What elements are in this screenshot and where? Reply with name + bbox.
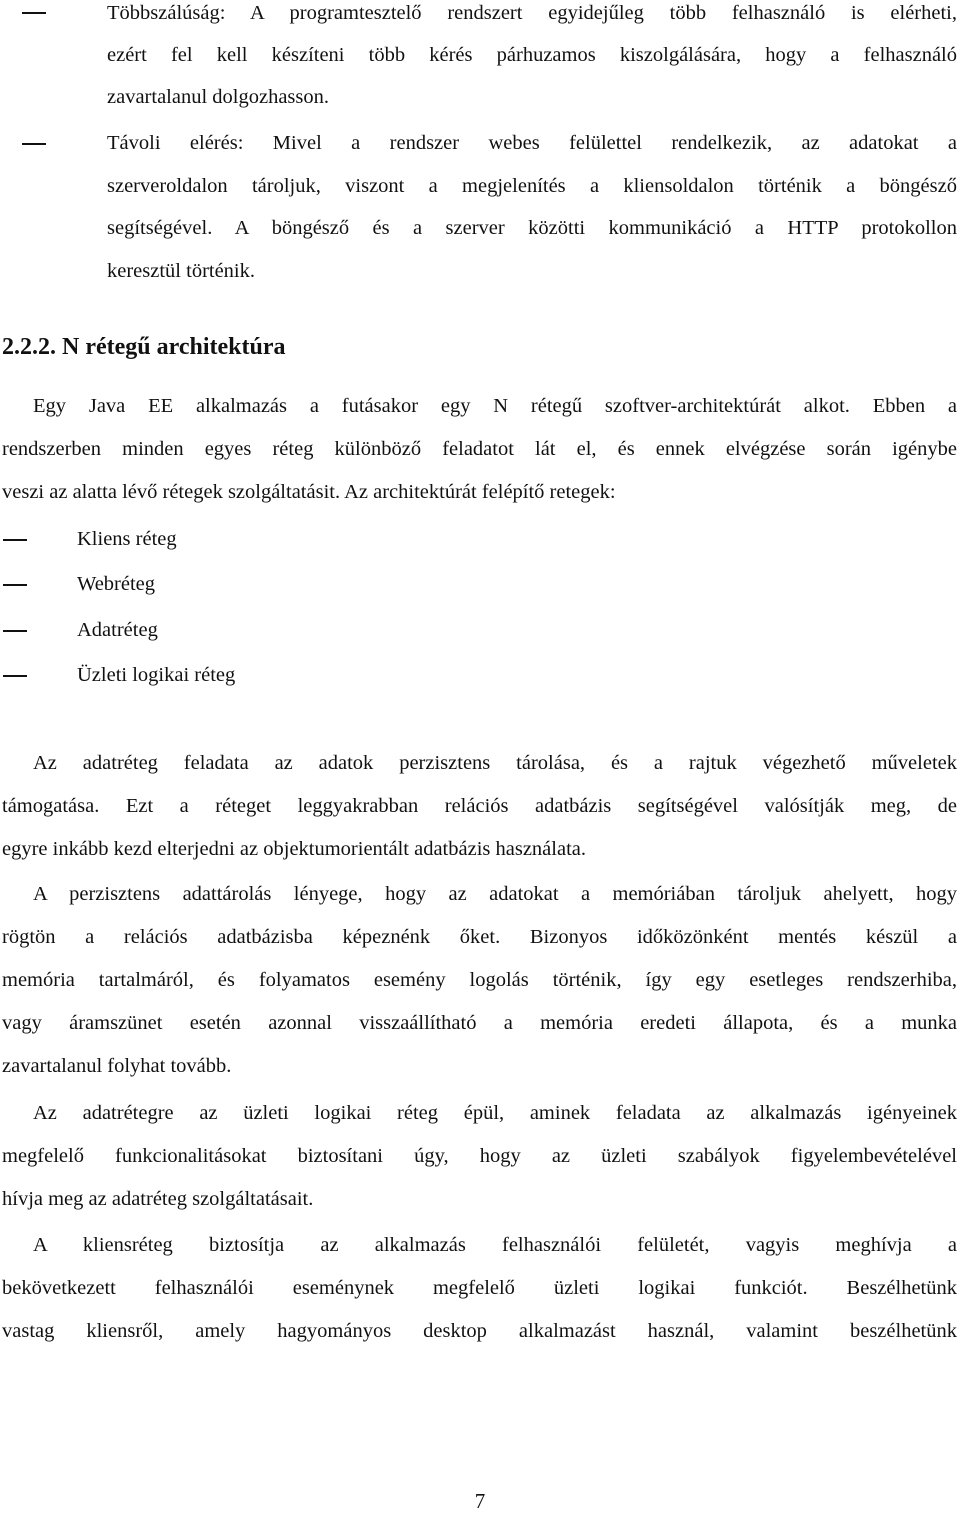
text-line: A perzisztens adattárolás lényege, hogy az adatokat a memóriában tároljuk ahelyett, hogy xyxy=(33,883,957,905)
text-line: megfelelő funkcionalitásokat biztosítani úgy, hogy az üzleti szabályok figyelembevételével xyxy=(2,1145,957,1167)
dash-bullet-icon xyxy=(3,584,27,586)
text-line: ezért fel kell készíteni több kérés párhuzamos kiszolgálására, hogy a felhasználó xyxy=(107,44,957,66)
dash-bullet-icon xyxy=(3,539,27,541)
text-line: zavartalanul dolgozhasson. xyxy=(107,86,330,108)
dash-bullet-icon xyxy=(3,630,27,632)
text-line: szerveroldalon tároljuk, viszont a megjelenítés a kliensoldalon történik a böngésző xyxy=(107,174,957,197)
text-line: keresztül történik. xyxy=(107,259,256,282)
text-line: Az adatréteg feladata az adatok perzisztens tárolása, és a rajtuk végezhető műveletek xyxy=(33,752,957,774)
text-line: memória tartalmáról, és folyamatos esemény logolás történik, így egy esetleges rendszerhiba, xyxy=(2,969,957,991)
text-line: Az adatrétegre az üzleti logikai réteg épül, aminek feladata az alkalmazás igényeinek xyxy=(33,1102,957,1124)
paragraph-kliensreteg xyxy=(2,1224,957,1353)
text-line: A kliensréteg biztosítja az alkalmazás felhasználói felületét, vagyis meghívja a xyxy=(33,1234,957,1256)
dash-bullet-icon xyxy=(22,143,46,145)
text-line: zavartalanul folyhat tovább. xyxy=(2,1055,232,1077)
paragraph-perzisztens xyxy=(2,873,957,1088)
dash-bullet-icon xyxy=(22,12,46,14)
list-item-label: Webréteg xyxy=(77,573,156,595)
bullet-item-multithreading xyxy=(107,0,957,118)
text-line: Többszálúság: A programtesztelő rendszert egyidejűleg több felhasználó is elérheti, xyxy=(107,2,957,24)
text-line: Távoli elérés: Mivel a rendszer webes felülettel rendelkezik, az adatokat a xyxy=(107,132,957,154)
text-line: Egy Java EE alkalmazás a futásakor egy N rétegű szoftver-architektúrát alkot. Ebben a xyxy=(33,395,957,417)
page-number: 7 xyxy=(474,1489,486,1513)
dash-bullet-icon xyxy=(3,675,27,677)
list-item-label: Üzleti logikai réteg xyxy=(77,664,236,686)
text-line: segítségével. A böngésző és a szerver közötti kommunikáció a HTTP protokollon xyxy=(107,217,957,239)
text-line: rögtön a relációs adatbázisba képeznénk őket. Bizonyos időközönként mentés készül a xyxy=(2,926,957,948)
text-line: vagy áramszünet esetén azonnal visszaállítható a memória eredeti állapota, és a munka xyxy=(2,1012,957,1034)
text-line: veszi az alatta lévő rétegek szolgáltatásit. Az architektúrát felépítő retegek: xyxy=(2,481,616,503)
text-line: támogatása. Ezt a réteget leggyakrabban relációs adatbázis segítségével valósítják meg, de xyxy=(2,795,957,817)
paragraph-adatreteg xyxy=(2,742,957,871)
bullet-item-remote-access xyxy=(107,122,957,292)
intro-paragraph xyxy=(2,385,957,514)
text-line: rendszerben minden egyes réteg különböző feladatot lát el, és ennek elvégzése során igénybe xyxy=(2,438,957,460)
list-item-label: Kliens réteg xyxy=(77,528,177,550)
text-line: bekövetkezett felhasználói eseménynek megfelelő üzleti logikai funkciót. Beszélhetünk xyxy=(2,1277,957,1299)
text-line: vastag kliensről, amely hagyományos desktop alkalmazást használ, valamint beszélhetünk xyxy=(2,1320,957,1342)
section-heading: 2.2.2. N rétegű architektúra xyxy=(2,334,286,360)
text-line: egyre inkább kezd elterjedni az objektumorientált adatbázis használata. xyxy=(2,838,586,860)
text-line: hívja meg az adatréteg szolgáltatásait. xyxy=(2,1188,314,1210)
paragraph-uzleti-logika xyxy=(2,1092,957,1221)
list-item-label: Adatréteg xyxy=(77,619,158,641)
